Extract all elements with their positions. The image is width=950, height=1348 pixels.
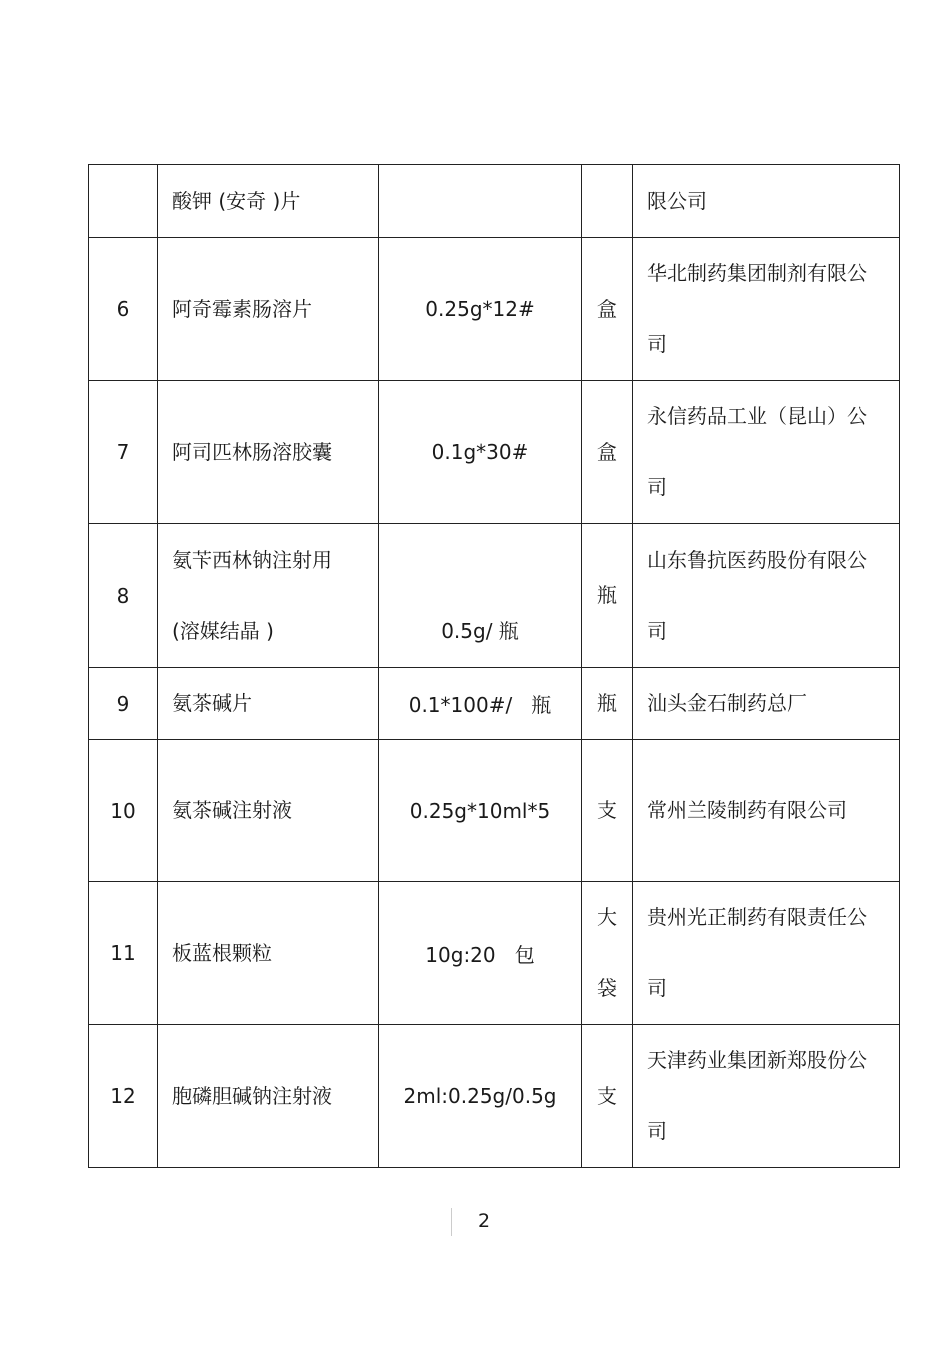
manufacturer: 天津药业集团新郑股份公司 <box>647 1048 867 1143</box>
page-divider <box>451 1208 452 1236</box>
row-number-cell <box>89 381 158 524</box>
table-row <box>89 381 900 524</box>
row-number: 10 <box>110 798 136 823</box>
drug-name-cell <box>158 524 379 668</box>
table-row <box>89 740 900 882</box>
drug-name: 胞磷胆碱钠注射液 <box>172 1083 332 1108</box>
row-number-cell <box>89 1025 158 1168</box>
drug-name: 酸钾 (安奇 )片 <box>172 188 301 213</box>
unit-cell <box>582 740 633 882</box>
table-row <box>89 238 900 381</box>
manufacturer-cell <box>633 524 900 668</box>
manufacturer: 永信药品工业（昆山）公司 <box>647 404 867 499</box>
manufacturer-cell <box>633 740 900 882</box>
unit-cell <box>582 1025 633 1168</box>
unit: 盒 <box>597 439 617 464</box>
manufacturer: 华北制药集团制剂有限公司 <box>647 261 867 356</box>
drug-name-cell <box>158 1025 379 1168</box>
row-number-cell <box>89 740 158 882</box>
spec-cell <box>379 882 582 1025</box>
row-number-cell <box>89 668 158 740</box>
manufacturer-cell <box>633 668 900 740</box>
spec-cell <box>379 381 582 524</box>
manufacturer-cell <box>633 238 900 381</box>
manufacturer: 山东鲁抗医药股份有限公司 <box>647 547 867 643</box>
row-number-cell <box>89 238 158 381</box>
spec-cell <box>379 524 582 668</box>
spec-cell <box>379 1025 582 1168</box>
drug-name: 阿司匹林肠溶胶囊 <box>172 439 332 464</box>
drug-name-cell <box>158 238 379 381</box>
drug-name: 板蓝根颗粒 <box>172 940 272 965</box>
drug-name-cell <box>158 165 379 238</box>
unit-cell <box>582 882 633 1025</box>
unit: 支 <box>597 1083 617 1108</box>
manufacturer-cell <box>633 882 900 1025</box>
drug-name-cell <box>158 668 379 740</box>
unit: 瓶 <box>597 691 617 715</box>
row-number-cell <box>89 165 158 238</box>
table-row <box>89 165 900 238</box>
spec: 0.1*100#/ 瓶 <box>408 693 552 717</box>
manufacturer: 常州兰陵制药有限公司 <box>647 798 847 822</box>
drug-name-cell <box>158 882 379 1025</box>
manufacturer-cell <box>633 381 900 524</box>
row-number: 11 <box>110 941 136 965</box>
spec-cell <box>379 740 582 882</box>
spec: 10g:20 包 <box>425 942 535 967</box>
row-number-cell <box>89 524 158 668</box>
row-number: 8 <box>116 583 130 608</box>
spec: 0.1g*30# <box>431 440 529 464</box>
manufacturer: 贵州光正制药有限责任公司 <box>647 905 867 1000</box>
manufacturer: 汕头金石制药总厂 <box>647 691 807 715</box>
table-row <box>89 882 900 1025</box>
spec: 0.5g/ 瓶 <box>441 619 519 643</box>
spec-cell <box>379 238 582 381</box>
unit: 大袋 <box>597 905 617 1000</box>
table-row <box>89 1025 900 1168</box>
unit-cell <box>582 524 633 668</box>
row-number-cell <box>89 882 158 1025</box>
table-row <box>89 524 900 668</box>
spec: 2ml:0.25g/0.5g <box>403 1084 557 1108</box>
drug-name: 氨苄西林钠注射用(溶媒结晶 ) <box>172 547 332 643</box>
spec: 0.25g*10ml*5 <box>409 798 551 823</box>
drug-name: 氨茶碱片 <box>172 691 252 715</box>
unit-cell <box>582 381 633 524</box>
row-number: 9 <box>116 691 130 716</box>
row-number: 6 <box>116 297 130 321</box>
table-row <box>89 668 900 740</box>
unit: 盒 <box>597 296 617 321</box>
spec-cell <box>379 165 582 238</box>
manufacturer-cell <box>633 165 900 238</box>
drug-name-cell <box>158 740 379 882</box>
drug-table <box>88 164 900 1168</box>
unit: 支 <box>597 798 617 822</box>
spec-cell <box>379 668 582 740</box>
drug-name-cell <box>158 381 379 524</box>
page-number: 2 <box>478 1210 491 1232</box>
manufacturer-cell <box>633 1025 900 1168</box>
manufacturer: 限公司 <box>647 188 707 213</box>
drug-name: 阿奇霉素肠溶片 <box>172 296 312 321</box>
unit-cell <box>582 238 633 381</box>
row-number: 7 <box>116 440 130 464</box>
unit-cell <box>582 668 633 740</box>
row-number: 12 <box>110 1084 136 1108</box>
drug-name: 氨茶碱注射液 <box>172 798 292 822</box>
unit: 瓶 <box>597 583 617 607</box>
spec: 0.25g*12# <box>425 297 535 321</box>
unit-cell <box>582 165 633 238</box>
